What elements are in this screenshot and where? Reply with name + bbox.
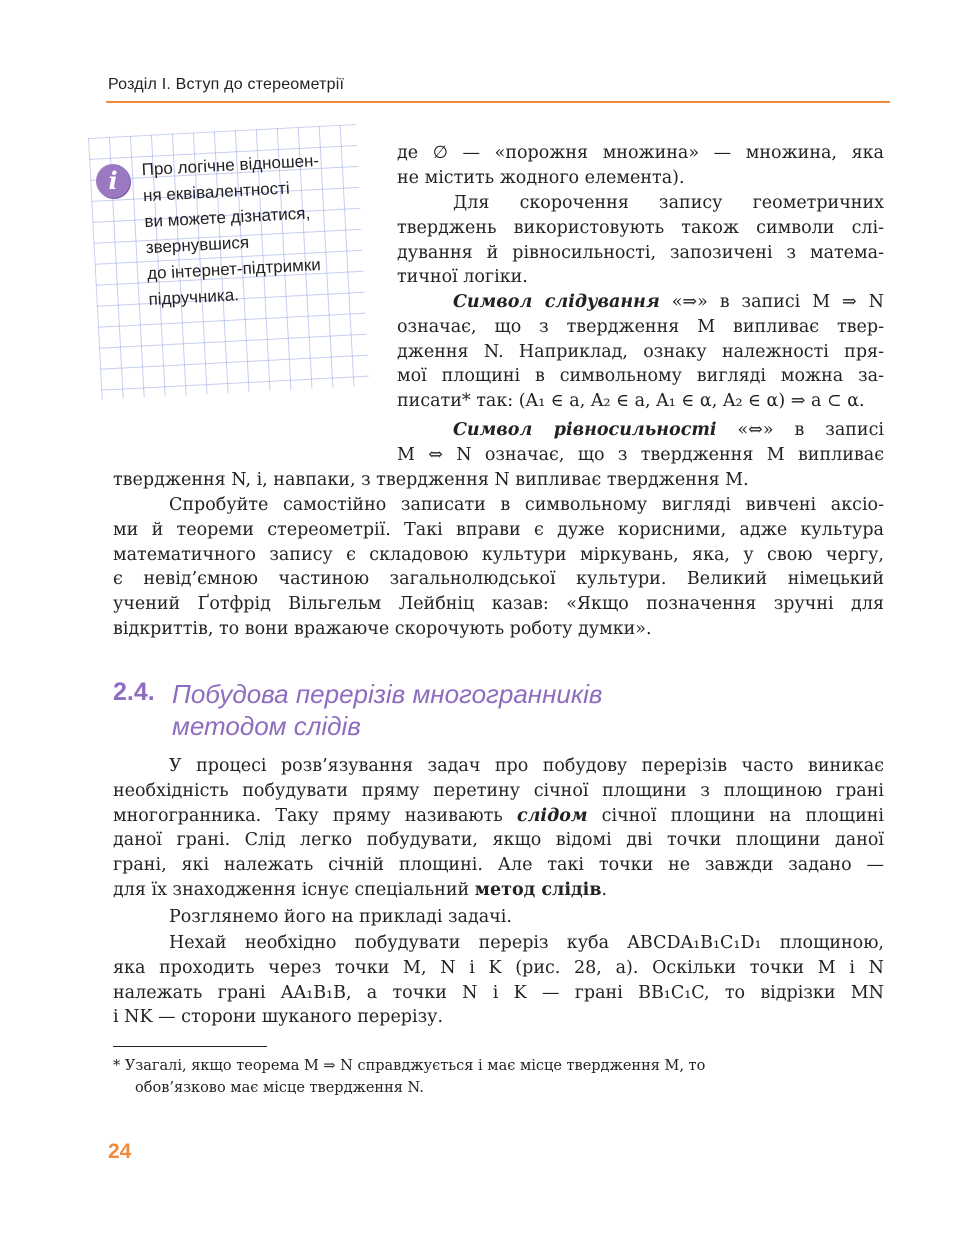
text-line: відкриттів, то вони вражаюче скорочують роботу думки». [113,618,652,639]
text-line: де ∅ — «порожня множина» — множина, яка [397,143,884,163]
text-line: не містить жодного елемента). [397,167,685,188]
text-line [397,290,884,315]
paragraph-cube-section [113,931,884,1030]
text-fragment: «⇒» в записі M ⇒ N [659,292,884,312]
text-line: учений Ґотфрід Вільгельм Лейбніц казав: «Якщо позначення зручні для [113,594,884,615]
info-note-text: Про логічне відношен- ня еквівалентності ви можете дізнатися, звернувшися до інтернет-підтримки підручника. [141,150,322,310]
term-trace: слідом [516,805,588,826]
paragraph-trace-method [113,754,884,903]
text-line [113,804,884,829]
page-number: 24 [108,1140,132,1163]
text-line: тичної логіки. [397,267,528,288]
text-line: даної грані. Слід легко побудувати, якщо відомі дві точки площини даної [113,830,884,851]
paragraph-leibniz [113,493,884,642]
text-fragment: многогранника. Таку пряму називають [113,805,517,826]
text-line: Нехай необхідно побудувати переріз куба ABCDA₁B₁C₁D₁ площиною, [169,933,884,953]
text-fragment: для їх знаходження існує спеціальний [113,879,475,900]
text-line: мої площині в символьному вигляді можна за- [397,366,884,387]
text-line: M ⇔ N означає, що з твердження M випливає [397,444,884,465]
text-line: твердження N, і, навпаки, з твердження N випливає твердження M. [113,470,749,490]
footnote-rule [113,1046,267,1047]
text-line: Спробуйте самостійно записати в символьному вигляді вивчені аксіо- [169,495,884,515]
info-icon: i [96,164,130,198]
text-line: грані, які належать січній площині. Але такі точки не завжди задано — [113,855,884,876]
text-line: яка проходить через точки M, N і K (рис. 28, а). Оскільки точки M і N [113,957,884,978]
section-title-line: Побудова перерізів многогранників [172,679,603,709]
text-fragment: січної площини на площині [587,805,885,826]
text-line: означає, що з твердження M випливає твер- [397,316,884,337]
paragraph-equivalence-cont [113,468,884,493]
text-line: і NK — сторони шуканого перерізу. [113,1007,444,1028]
text-line: дування й рівносильності, запозичені з матема- [397,242,884,263]
paragraph-equivalence [397,418,884,468]
term-implication: Символ слідування [453,292,660,312]
text-line: математичного запису є складовою культури міркувань, яка, у свою чергу, [113,544,884,565]
paragraph-empty-set [397,141,884,191]
text-line [397,418,884,443]
text-line: Для скорочення запису геометричних [453,193,884,213]
text-line: ми й теореми стереометрії. Такі вправи є дуже корисними, адже культура [113,519,884,540]
running-title: Розділ І. Вступ до стереометрії [108,76,345,93]
term-equivalence: Символ рівносильності [453,420,717,440]
footnote-line: * Узагалі, якщо теорема M ⇒ N справджується і має місце твердження M, то [113,1058,706,1074]
info-note-grid [88,124,369,400]
text-line: дження N. Наприклад, ознаку належності пря- [397,341,884,362]
footnote [113,1055,884,1099]
text-fragment: . [601,879,608,900]
text-line [113,878,884,903]
text-line: У процесі розв’язування задач про побудову перерізів часто виникає [169,756,884,776]
paragraph-symbols-intro [397,191,884,290]
text-line: Розглянемо його на прикладі задачі. [169,907,512,927]
header-rule [106,101,890,103]
footnote-line: обов’язково має місце твердження N. [135,1080,424,1096]
term-method-of-traces: метод слідів [474,879,602,900]
paragraph-implication [397,290,884,414]
text-line: необхідність побудувати пряму перетину січної площини з площиною грані [113,780,884,801]
text-line: є невід’ємною частиною загальнолюдської культури. Великий німецький [113,569,884,590]
text-line: писати* так: (A₁ ∈ a, A₂ ∈ a, A₁ ∈ α, A₂ ∈ α) ⇒ a ⊂ α. [397,391,865,412]
text-fragment: «⇔» в записі [716,420,884,440]
text-line: належать грані AA₁B₁B, а точки N і K — грані BB₁C₁C, то відрізки MN [113,982,884,1003]
section-title [172,678,772,742]
section-number: 2.4. [113,678,155,706]
section-title-line: методом слідів [172,711,361,741]
paragraph-example-intro [113,905,884,930]
text-line: тверджень використовують також символи слі- [397,217,884,238]
